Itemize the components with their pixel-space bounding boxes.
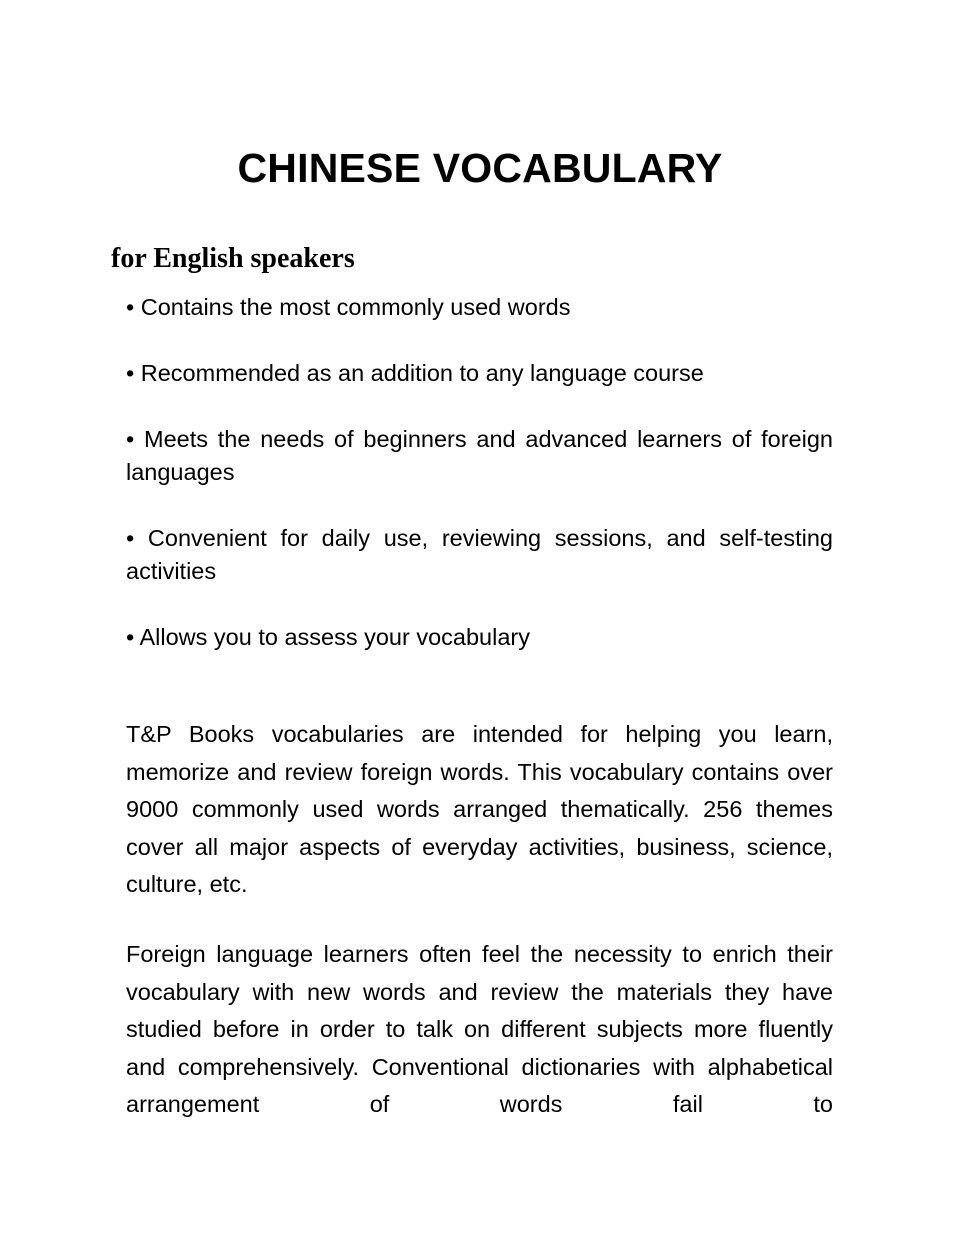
list-item: • Contains the most commonly used words — [126, 294, 571, 320]
list-item: • Convenient for daily use, reviewing sessions, and self-testing activities — [126, 525, 833, 584]
list-item: • Meets the needs of beginners and advanced learners of foreign languages — [126, 426, 833, 485]
body-text — [126, 716, 833, 1124]
page-title: CHINESE VOCABULARY — [237, 145, 723, 192]
list-item: • Recommended as an addition to any language course — [126, 360, 704, 386]
page-subtitle: for English speakers — [111, 243, 355, 275]
paragraph: Foreign language learners often feel the necessity to enrich their vocabulary with new words and review the materials they have studied before in order to talk on different subjects more fluently and comprehensively. Conventional dictionaries with alphabetical arrangement of words fail to — [126, 940, 833, 1118]
paragraph: T&P Books vocabularies are intended for helping you learn, memorize and review foreign words. This vocabulary contains over 9000 commonly used words arranged thematically. 256 themes cover all major aspects of everyday activities, business, science, culture, etc. — [126, 721, 833, 898]
list-item: • Allows you to assess your vocabulary — [126, 624, 530, 650]
feature-list — [126, 291, 833, 654]
